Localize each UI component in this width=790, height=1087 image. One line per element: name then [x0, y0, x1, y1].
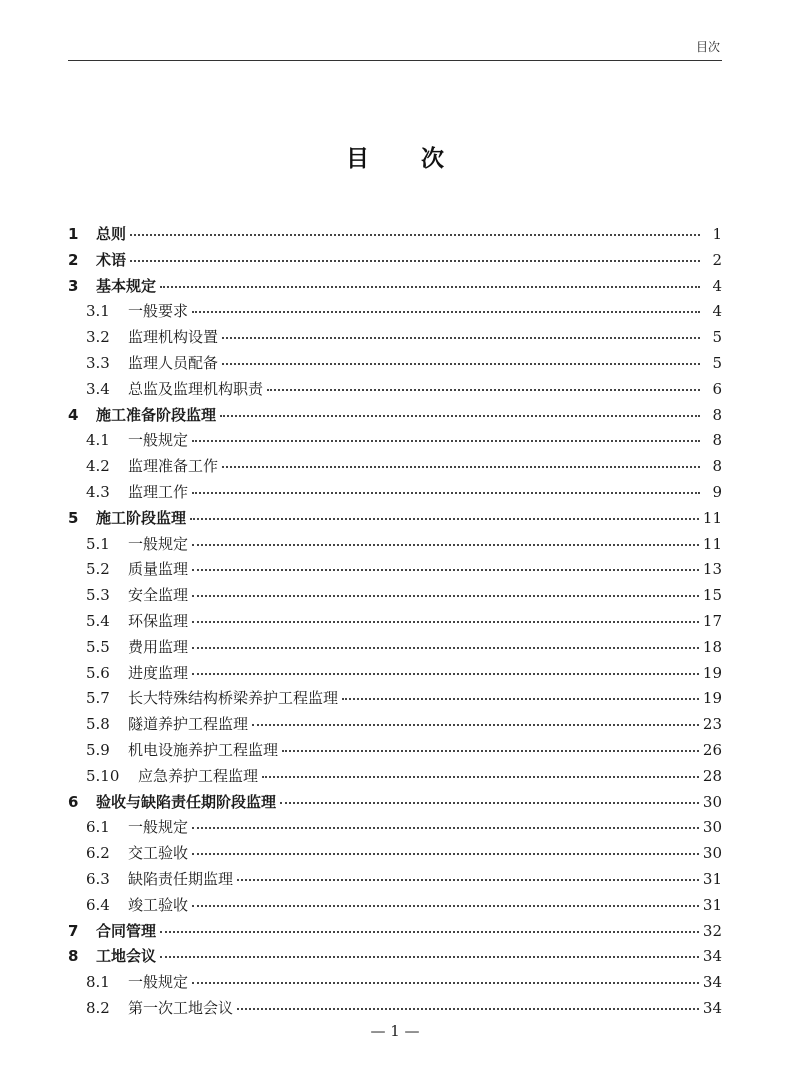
- toc-entry-page: 30: [702, 818, 722, 837]
- toc-dot-leader: [192, 620, 699, 623]
- toc-dot-leader: [192, 568, 699, 571]
- toc-entry-page: 5: [712, 353, 722, 372]
- toc-entry-page: 18: [702, 637, 722, 656]
- toc-entry[interactable]: [68, 377, 722, 403]
- toc-entry-page: 17: [702, 611, 722, 630]
- toc-entry[interactable]: [68, 274, 722, 300]
- toc-dot-leader: [130, 259, 700, 262]
- toc-entry-number: 5.4: [86, 611, 110, 630]
- toc-entry[interactable]: [68, 299, 722, 325]
- toc-entry[interactable]: [68, 686, 722, 712]
- toc-entry[interactable]: [68, 222, 722, 248]
- toc-entry-number: 4: [68, 405, 79, 424]
- toc-dot-leader: [190, 517, 699, 520]
- toc-dot-leader: [192, 981, 699, 984]
- toc-entry[interactable]: [68, 661, 722, 687]
- page-number: — 1 —: [370, 1022, 420, 1040]
- toc-entry-number: 5: [68, 508, 79, 527]
- toc-dot-leader: [192, 852, 699, 855]
- toc-entry[interactable]: [68, 712, 722, 738]
- toc-entry-number: 6.4: [86, 895, 110, 914]
- toc-entry[interactable]: [68, 609, 722, 635]
- toc-entry-number: 4.3: [86, 482, 110, 501]
- toc-dot-leader: [237, 1007, 699, 1010]
- toc-entry[interactable]: [68, 403, 722, 429]
- toc-entry-page: 8: [712, 431, 722, 450]
- toc-entry-title: 监理机构设置: [128, 328, 219, 347]
- toc-entry[interactable]: [68, 351, 722, 377]
- toc-entry[interactable]: [68, 325, 722, 351]
- toc-entry-number: 3.2: [86, 328, 110, 347]
- toc-entry-page: 30: [702, 792, 722, 811]
- toc-entry[interactable]: [68, 970, 722, 996]
- toc-entry-page: 13: [702, 560, 722, 579]
- toc-entry-page: 8: [712, 405, 722, 424]
- toc-dot-leader: [192, 826, 699, 829]
- toc-entry[interactable]: [68, 248, 722, 274]
- toc-dot-leader: [222, 336, 700, 339]
- toc-entry-title: 交工验收: [128, 844, 189, 863]
- toc-entry-number: 5.3: [86, 586, 110, 605]
- toc-entry-page: 6: [712, 379, 722, 398]
- toc-entry-number: 5.10: [86, 766, 120, 785]
- toc-entry-title: 隧道养护工程监理: [128, 715, 249, 734]
- toc-entry-page: 5: [712, 328, 722, 347]
- toc-dot-leader: [222, 362, 700, 365]
- toc-entry[interactable]: [68, 557, 722, 583]
- toc-dot-leader: [160, 930, 699, 933]
- toc-entry-number: 3.4: [86, 379, 110, 398]
- toc-entry-title: 监理工作: [128, 482, 189, 501]
- toc-entry-title: 施工阶段监理: [96, 508, 187, 527]
- toc-entry-page: 4: [712, 276, 722, 295]
- toc-entry-title: 缺陷责任期监理: [128, 869, 234, 888]
- toc-entry-page: 2: [712, 250, 722, 269]
- toc-entry-number: 8.2: [86, 998, 110, 1017]
- toc-entry-title: 施工准备阶段监理: [96, 405, 217, 424]
- toc-dot-leader: [262, 775, 699, 778]
- toc-dot-leader: [237, 878, 699, 881]
- toc-entry-title: 基本规定: [96, 276, 157, 295]
- toc-dot-leader: [280, 801, 699, 804]
- toc-entry-number: 3.1: [86, 302, 110, 321]
- toc-dot-leader: [192, 439, 700, 442]
- toc-entry-title: 质量监理: [128, 560, 189, 579]
- toc-entry-page: 23: [702, 715, 722, 734]
- toc-dot-leader: [267, 388, 700, 391]
- toc-entry[interactable]: [68, 996, 722, 1022]
- toc-entry-title: 应急养护工程监理: [138, 766, 259, 785]
- toc-entry-number: 4.2: [86, 457, 110, 476]
- toc-entry-number: 1: [68, 225, 79, 243]
- toc-dot-leader: [192, 672, 699, 675]
- toc-entry-title: 监理准备工作: [128, 457, 219, 476]
- toc-entry-title: 工地会议: [96, 947, 157, 966]
- toc-entry-number: 6: [68, 792, 79, 811]
- toc-entry-title: 验收与缺陷责任期阶段监理: [96, 792, 277, 811]
- toc-entry-title: 环保监理: [128, 611, 189, 630]
- toc-entry-number: 6.3: [86, 869, 110, 888]
- toc-entry-number: 5.1: [86, 534, 110, 553]
- toc-entry-page: 31: [702, 869, 722, 888]
- toc-entry[interactable]: [68, 919, 722, 945]
- toc-entry-page: 15: [702, 586, 722, 605]
- toc-dot-leader: [160, 955, 699, 958]
- toc-entry-title: 术语: [96, 250, 127, 269]
- toc-dot-leader: [192, 491, 700, 494]
- toc-entry-number: 5.2: [86, 560, 110, 579]
- toc-entry-number: 5.5: [86, 637, 110, 656]
- page-title: 目次: [346, 146, 496, 172]
- toc-entry[interactable]: [68, 583, 722, 609]
- toc-entry-title: 长大特殊结构桥梁养护工程监理: [128, 689, 339, 708]
- toc-entry-page: 32: [702, 921, 722, 940]
- toc-entry-title: 机电设施养护工程监理: [128, 740, 279, 759]
- toc-dot-leader: [222, 465, 700, 468]
- toc-entry[interactable]: [68, 790, 722, 816]
- toc-entry-title: 一般规定: [128, 973, 189, 992]
- toc-entry-title: 总则: [96, 225, 127, 243]
- toc-entry-number: 5.7: [86, 689, 110, 708]
- toc-dot-leader: [192, 646, 699, 649]
- toc-entry-page: 9: [712, 482, 722, 501]
- running-header: 目次: [695, 40, 720, 54]
- toc-entry-page: 19: [702, 689, 722, 708]
- toc-entry-number: 5.6: [86, 663, 110, 682]
- toc-entry-title: 一般规定: [128, 534, 189, 553]
- header-divider: [68, 60, 722, 61]
- toc-entry[interactable]: [68, 428, 722, 454]
- toc-entry-title: 总监及监理机构职责: [128, 379, 264, 398]
- toc-entry-title: 安全监理: [128, 586, 189, 605]
- table-of-contents: [68, 222, 722, 1022]
- toc-entry-title: 进度监理: [128, 663, 189, 682]
- toc-entry-number: 4.1: [86, 431, 110, 450]
- toc-dot-leader: [192, 543, 699, 546]
- toc-entry-page: 1: [712, 225, 722, 243]
- toc-entry[interactable]: [68, 893, 722, 919]
- toc-entry-page: 19: [702, 663, 722, 682]
- toc-entry-page: 4: [712, 302, 722, 321]
- toc-entry-title: 第一次工地会议: [128, 998, 234, 1017]
- toc-entry-number: 6.1: [86, 818, 110, 837]
- toc-entry-number: 7: [68, 921, 79, 940]
- toc-entry-page: 26: [702, 740, 722, 759]
- toc-entry-title: 竣工验收: [128, 895, 189, 914]
- toc-entry-number: 3.3: [86, 353, 110, 372]
- toc-entry-page: 8: [712, 457, 722, 476]
- toc-entry-page: 11: [702, 534, 722, 553]
- toc-entry-title: 费用监理: [128, 637, 189, 656]
- toc-entry-number: 5.9: [86, 740, 110, 759]
- toc-dot-leader: [192, 594, 699, 597]
- toc-entry-number: 8: [68, 947, 79, 966]
- toc-entry[interactable]: [68, 635, 722, 661]
- toc-dot-leader: [220, 414, 700, 417]
- toc-entry-number: 3: [68, 276, 79, 295]
- toc-entry-title: 一般要求: [128, 302, 189, 321]
- toc-entry-page: 34: [702, 998, 722, 1017]
- toc-entry-title: 监理人员配备: [128, 353, 219, 372]
- toc-entry[interactable]: [68, 867, 722, 893]
- toc-entry-page: 34: [702, 973, 722, 992]
- toc-entry[interactable]: [68, 480, 722, 506]
- toc-entry-title: 一般规定: [128, 818, 189, 837]
- toc-dot-leader: [282, 749, 699, 752]
- toc-dot-leader: [130, 233, 700, 236]
- toc-entry[interactable]: [68, 506, 722, 532]
- toc-entry-number: 5.8: [86, 715, 110, 734]
- toc-entry-title: 一般规定: [128, 431, 189, 450]
- toc-dot-leader: [342, 697, 699, 700]
- toc-entry[interactable]: [68, 841, 722, 867]
- toc-dot-leader: [192, 310, 700, 313]
- toc-entry[interactable]: [68, 738, 722, 764]
- toc-dot-leader: [160, 285, 700, 288]
- toc-dot-leader: [252, 723, 699, 726]
- toc-entry[interactable]: [68, 532, 722, 558]
- toc-entry[interactable]: [68, 944, 722, 970]
- toc-entry-page: 28: [702, 766, 722, 785]
- toc-entry-number: 2: [68, 250, 79, 269]
- toc-entry[interactable]: [68, 815, 722, 841]
- toc-entry[interactable]: [68, 764, 722, 790]
- toc-entry-title: 合同管理: [96, 921, 157, 940]
- toc-entry-number: 6.2: [86, 844, 110, 863]
- toc-dot-leader: [192, 904, 699, 907]
- toc-entry[interactable]: [68, 454, 722, 480]
- toc-entry-page: 31: [702, 895, 722, 914]
- toc-entry-page: 34: [702, 947, 722, 966]
- toc-entry-page: 11: [702, 508, 722, 527]
- toc-entry-number: 8.1: [86, 973, 110, 992]
- toc-entry-page: 30: [702, 844, 722, 863]
